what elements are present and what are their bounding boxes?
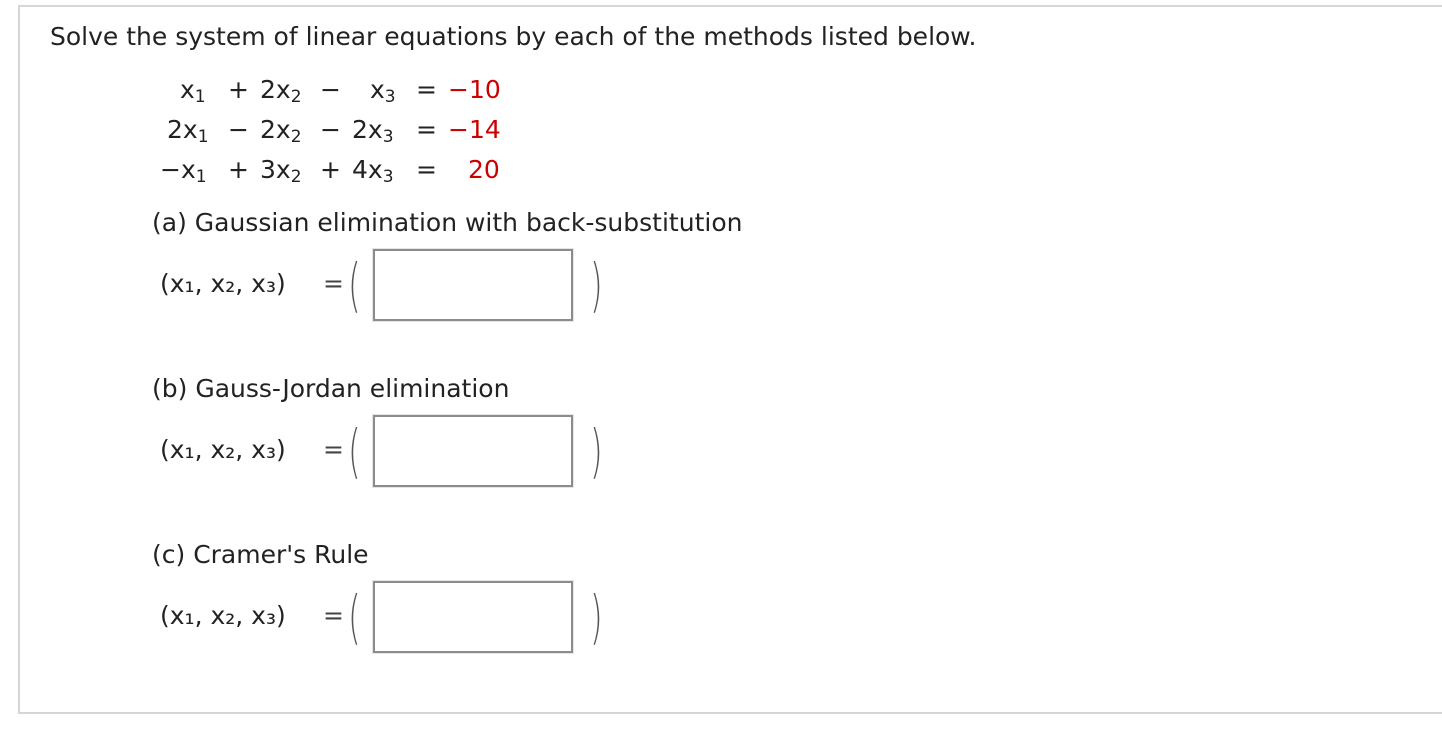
part-c-answer-input[interactable]: [373, 581, 573, 653]
equation-3: [0, 155, 520, 187]
term-2: $2x_2$: [260, 75, 302, 107]
part-a-answer-input[interactable]: [373, 249, 573, 321]
equals-sign: =: [323, 435, 344, 464]
term-1: $2x_1$: [167, 115, 209, 147]
part-b-answer-input[interactable]: [373, 415, 573, 487]
operator-2: −: [320, 115, 341, 144]
operator-2: −: [320, 75, 341, 104]
variables-label: (x₁, x₂, x₃): [160, 435, 286, 464]
operator-1: −: [228, 115, 249, 144]
part-b-answer-row: [160, 415, 620, 487]
equation-2: [0, 115, 520, 147]
term-3: $4x_3$: [352, 155, 394, 187]
term-3: $2x_3$: [352, 115, 394, 147]
equals-sign: =: [323, 601, 344, 630]
rhs-value: −10: [448, 75, 501, 104]
rhs-value: −14: [448, 115, 501, 144]
close-paren: ): [590, 251, 603, 319]
equals-sign: =: [323, 269, 344, 298]
term-1: $x_1$: [180, 75, 206, 107]
close-paren: ): [590, 583, 603, 651]
rhs-value: 20: [468, 155, 500, 184]
part-a-label: (a) Gaussian elimination with back-substitution: [152, 208, 743, 237]
operator-1: +: [228, 75, 249, 104]
open-paren: (: [348, 583, 361, 651]
term-1: $-x_1$: [160, 155, 207, 187]
part-a-answer-row: [160, 249, 620, 321]
part-b-label: (b) Gauss-Jordan elimination: [152, 374, 510, 403]
term-3: $x_3$: [370, 75, 396, 107]
term-2: $2x_2$: [260, 115, 302, 147]
equation-1: [0, 75, 520, 107]
question-prompt: Solve the system of linear equations by each of the methods listed below.: [50, 22, 977, 51]
term-2: $3x_2$: [260, 155, 302, 187]
equals-sign: =: [416, 155, 437, 184]
equals-sign: =: [416, 75, 437, 104]
variables-label: (x₁, x₂, x₃): [160, 269, 286, 298]
operator-2: +: [320, 155, 341, 184]
close-paren: ): [590, 417, 603, 485]
equals-sign: =: [416, 115, 437, 144]
part-c-label: (c) Cramer's Rule: [152, 540, 369, 569]
open-paren: (: [348, 251, 361, 319]
variables-label: (x₁, x₂, x₃): [160, 601, 286, 630]
open-paren: (: [348, 417, 361, 485]
part-c-answer-row: [160, 581, 620, 653]
operator-1: +: [228, 155, 249, 184]
